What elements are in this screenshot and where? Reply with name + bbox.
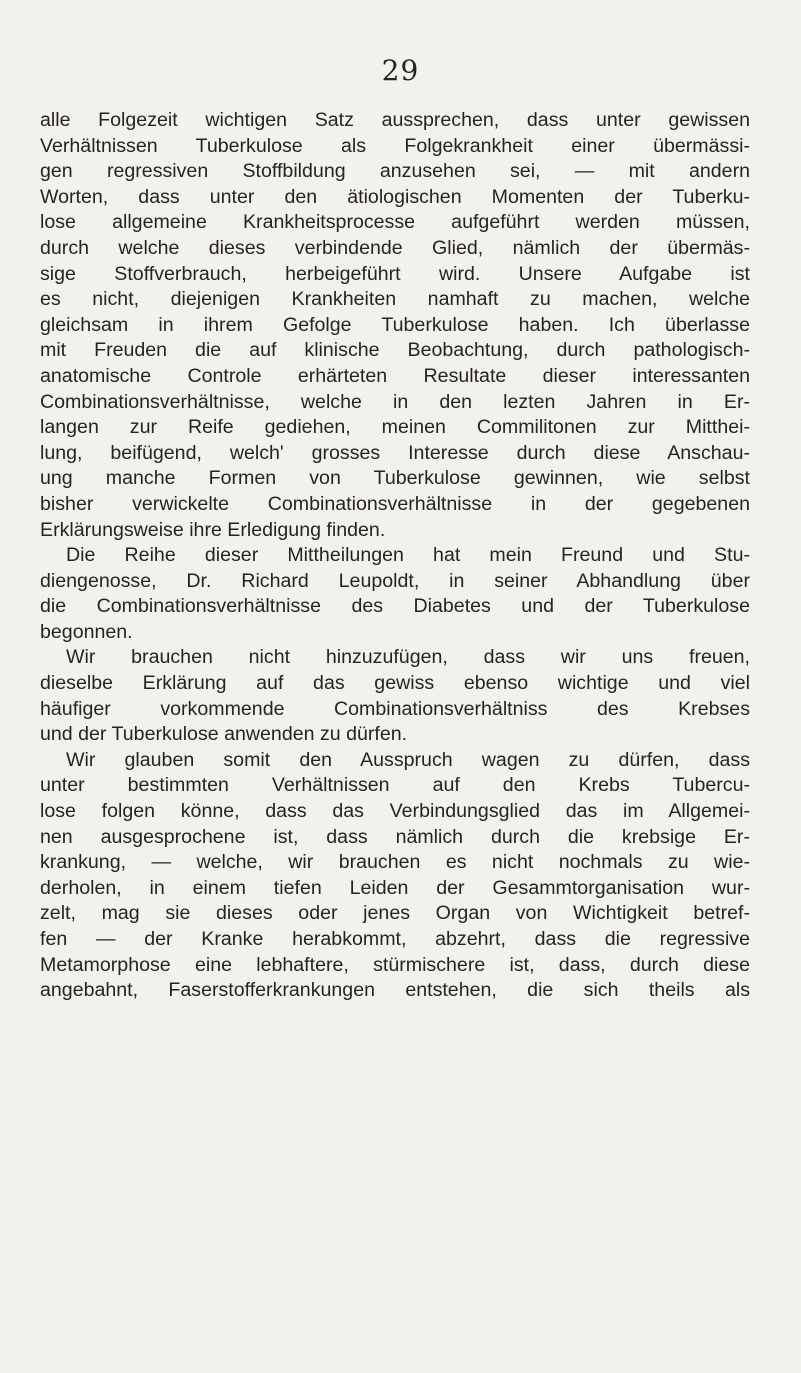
text-line: gen regressiven Stoffbildung anzusehen sei, — mit andern: [40, 160, 750, 183]
text-line: Verhältnissen Tuberkulose als Folgekrankheit einer übermässi-: [40, 134, 750, 157]
text-line: angebahnt, Faserstofferkrankungen entstehen, die sich theils als: [40, 979, 750, 1002]
text-line: begonnen.: [40, 620, 133, 643]
text-line: anatomische Controle erhärteten Resultate dieser interessanten: [40, 364, 750, 387]
text-line: lung, beifügend, welch' grosses Interesse durch diese Anschau-: [40, 441, 750, 464]
text-line: lose folgen könne, dass das Verbindungsglied das im Allgemei-: [40, 800, 750, 823]
text-line: Wir brauchen nicht hinzuzufügen, dass wir uns freuen,: [66, 646, 750, 669]
text-line: mit Freuden die auf klinische Beobachtung, durch pathologisch-: [40, 339, 750, 362]
text-line: diengenosse, Dr. Richard Leupoldt, in seiner Abhandlung über: [40, 569, 750, 592]
text-line: Die Reihe dieser Mittheilungen hat mein Freund und Stu-: [66, 544, 750, 567]
text-line: alle Folgezeit wichtigen Satz aussprechen, dass unter gewissen: [40, 109, 750, 131]
text-line: ung manche Formen von Tuberkulose gewinnen, wie selbst: [40, 467, 750, 490]
text-line: krankung, — welche, wir brauchen es nicht nochmals zu wie-: [40, 851, 750, 874]
text-line: nen ausgesprochene ist, dass nämlich durch die krebsige Er-: [40, 825, 750, 848]
text-line: Worten, dass unter den ätiologischen Momenten der Tuberku-: [40, 185, 750, 208]
text-line: sige Stoffverbrauch, herbeigeführt wird. Unsere Aufgabe ist: [40, 262, 750, 285]
text-line: derholen, in einem tiefen Leiden der Gesammtorganisation wur-: [40, 876, 750, 899]
text-line: lose allgemeine Krankheitsprocesse aufgeführt werden müssen,: [40, 211, 750, 234]
text-line: häufiger vorkommende Combinationsverhältniss des Krebses: [40, 697, 750, 720]
text-line: gleichsam in ihrem Gefolge Tuberkulose haben. Ich überlasse: [40, 313, 750, 336]
text-line: die Combinationsverhältnisse des Diabetes und der Tuberkulose: [40, 595, 750, 618]
text-line: und der Tuberkulose anwenden zu dürfen.: [40, 723, 408, 746]
text-line: zelt, mag sie dieses oder jenes Organ von Wichtigkeit betref-: [40, 902, 750, 925]
text-line: unter bestimmten Verhältnissen auf den Krebs Tubercu-: [40, 774, 750, 797]
body-text: [40, 108, 750, 1004]
text-line: Combinationsverhältnisse, welche in den lezten Jahren in Er-: [40, 390, 750, 413]
page-number: 29: [381, 54, 420, 87]
text-line: Erklärungsweise ihre Erledigung finden.: [40, 518, 386, 541]
text-line: Wir glauben somit den Ausspruch wagen zu dürfen, dass: [66, 748, 750, 771]
text-line: dieselbe Erklärung auf das gewiss ebenso wichtige und viel: [40, 672, 750, 695]
text-line: Metamorphose eine lebhaftere, stürmischere ist, dass, durch diese: [40, 953, 750, 976]
text-line: bisher verwickelte Combinationsverhältnisse in der gegebenen: [40, 492, 750, 515]
text-line: es nicht, diejenigen Krankheiten namhaft zu machen, welche: [40, 288, 750, 311]
text-line: langen zur Reife gediehen, meinen Commilitonen zur Mitthei-: [40, 416, 750, 439]
text-line: durch welche dieses verbindende Glied, nämlich der übermäs-: [40, 236, 750, 259]
text-line: fen — der Kranke herabkommt, abzehrt, dass die regressive: [40, 928, 750, 950]
